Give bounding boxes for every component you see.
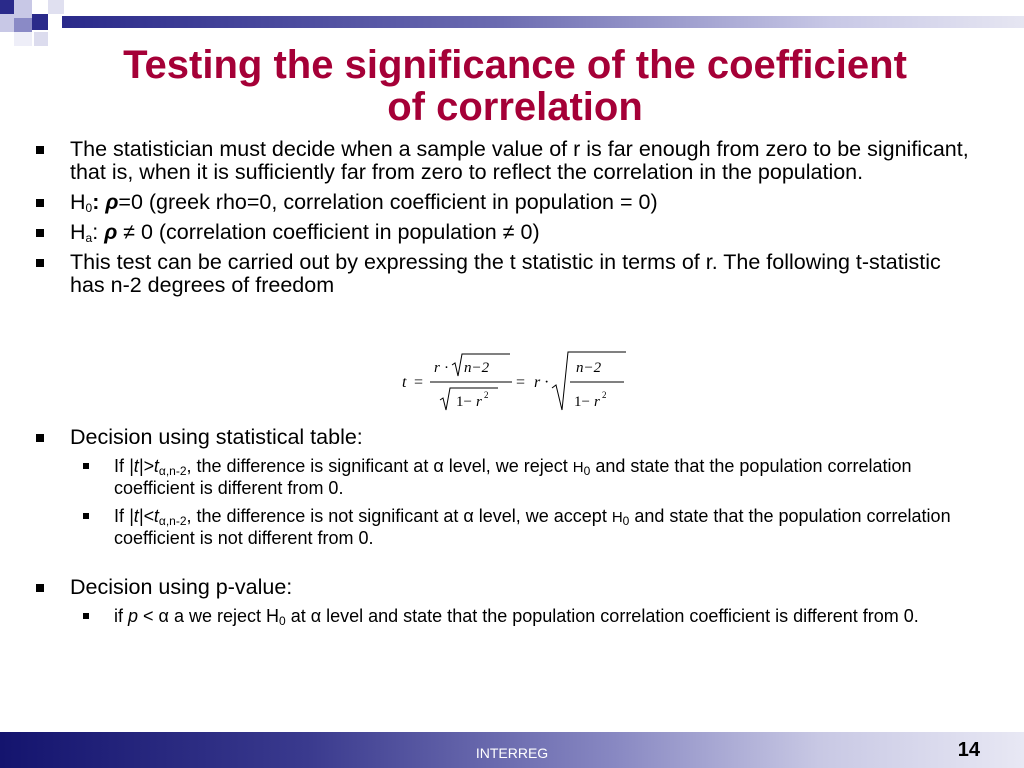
title-line-2: of correlation <box>387 85 643 129</box>
bullet-decision-pvalue <box>30 576 970 599</box>
formula-dot: · <box>544 374 550 391</box>
formula-r-squared: r <box>594 394 600 410</box>
corner-decoration <box>32 14 48 30</box>
abs-t-condition: |t|<t <box>129 506 159 526</box>
slide-content-lower <box>30 426 970 634</box>
sub-bullet-square-icon <box>83 513 89 519</box>
formula-equals: = <box>414 374 424 391</box>
slide-title <box>40 44 990 128</box>
sub-bullet-square-icon <box>83 463 89 469</box>
formula-n-minus-2: n−2 <box>576 360 602 376</box>
formula-exponent: 2 <box>602 390 607 400</box>
bullet-square-icon <box>36 434 44 442</box>
bullet-square-icon <box>36 584 44 592</box>
abs-t-condition: |t|>t <box>129 456 159 476</box>
h0-subscript: 0 <box>85 201 93 215</box>
p-value-symbol: p <box>128 606 139 626</box>
t-statistic-formula <box>400 350 630 414</box>
bullet-text: The statistician must decide when a sample value of r is far enough from zero to be significant, that is, when it is sufficiently far from zero to reflect the correlation in the population. <box>70 137 969 184</box>
corner-decoration <box>0 14 14 32</box>
bullet-text: This test can be carried out by expressing the t statistic in terms of r. The following t-statistic has n-2 degrees of freedom <box>70 250 941 297</box>
rho-symbol: ρ <box>104 220 118 244</box>
bullet-text: Decision using p-value: <box>70 575 293 599</box>
bullet-square-icon <box>36 229 44 237</box>
bullet-statistician <box>30 138 970 184</box>
formula-n-minus-2: n−2 <box>464 360 490 376</box>
bullet-ha <box>30 221 970 244</box>
sub-bullet-square-icon <box>83 613 89 619</box>
bullet-h0 <box>30 191 970 214</box>
bullet-decision-table <box>30 426 970 449</box>
h0-colon: : <box>92 190 100 214</box>
ha-colon: : <box>92 220 99 244</box>
bullet-t-statistic <box>30 251 970 297</box>
corner-decoration <box>14 0 32 18</box>
page-number: 14 <box>957 739 980 761</box>
slide-content <box>30 138 970 304</box>
formula-equals: = <box>516 374 526 391</box>
sub-bullet-pvalue: if p < α a we reject $H_0$ at α level and state that the population correlation coefficient is different from 0. <box>30 606 970 626</box>
h0-label: H <box>70 190 86 214</box>
h0-text: =0 (greek rho=0, correlation coefficient in population = 0) <box>118 190 658 214</box>
footer-label: INTERREG <box>475 745 549 761</box>
sub-bullet-reject: If $|t|>t_{\alpha,n-2}$, the difference is significant at α level, we reject $H_0$ and state that the population correlation coefficient is different from 0. <box>30 456 970 498</box>
sub-bullet-accept: If $|t|<t_{\alpha,n-2}$, the difference is not significant at α level, we accept $H_0$ and state that the population correlation coefficient is not different from 0. <box>30 506 970 548</box>
ha-label: H <box>70 220 86 244</box>
corner-decoration <box>14 18 32 32</box>
formula-r-squared: r <box>476 394 482 410</box>
top-gradient-bar <box>62 16 1024 28</box>
corner-decoration <box>48 0 64 14</box>
formula-r: r <box>534 374 541 391</box>
bullet-square-icon <box>36 259 44 267</box>
formula-one-minus: 1− <box>574 394 590 410</box>
bullet-square-icon <box>36 199 44 207</box>
bullet-square-icon <box>36 146 44 154</box>
bullet-text: Decision using statistical table: <box>70 425 363 449</box>
rho-symbol: ρ <box>105 190 119 214</box>
formula-t: t <box>402 374 407 391</box>
formula-dot: · <box>444 360 449 376</box>
title-line-1: Testing the significance of the coefficient <box>123 43 907 87</box>
corner-decoration <box>14 32 32 46</box>
ha-subscript: a <box>85 231 93 245</box>
formula-r: r <box>434 360 440 376</box>
formula-one-minus: 1− <box>456 394 472 410</box>
ha-text: ≠ 0 (correlation coefficient in population ≠ 0) <box>117 220 540 244</box>
corner-decoration <box>0 0 14 14</box>
formula-exponent: 2 <box>484 390 489 400</box>
